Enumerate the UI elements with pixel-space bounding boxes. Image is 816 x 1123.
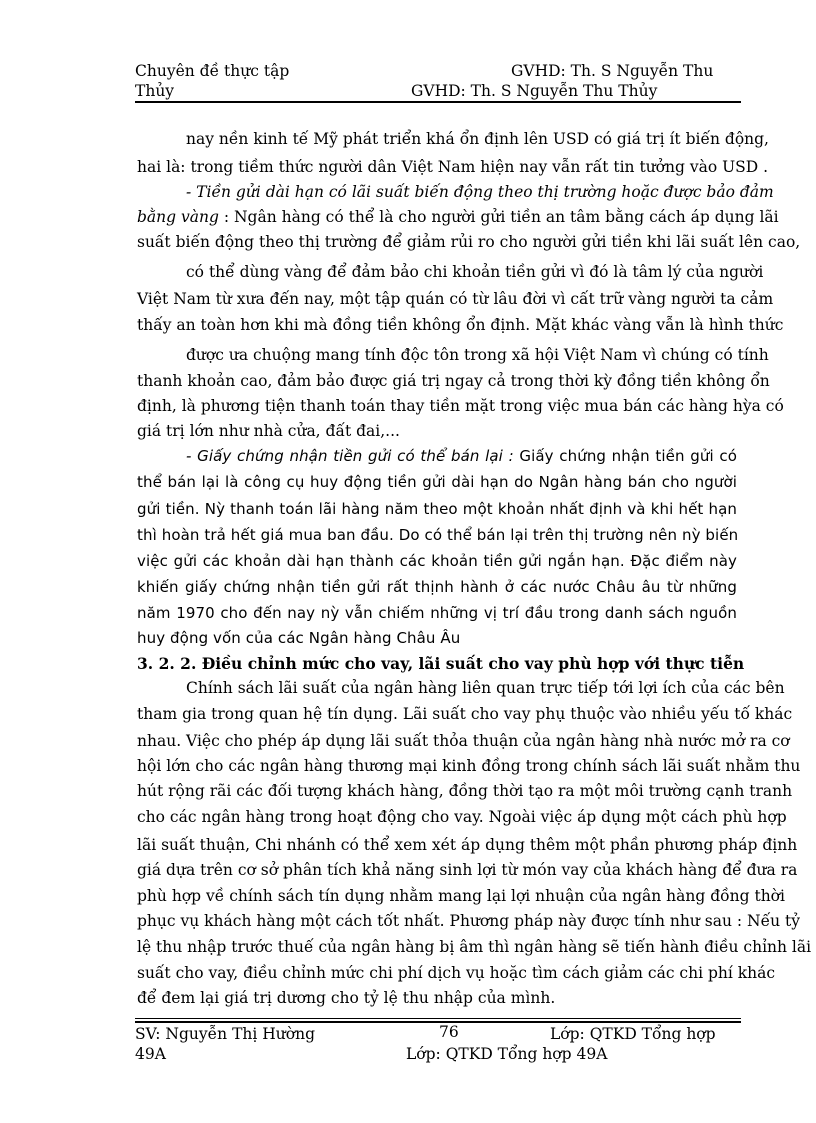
body-line: khiến giấy chứng nhận tiền gửi rất thịnh hành ở các nước Châu âu từ những (137, 578, 737, 596)
header-left-line1: Chuyên đề thực tập (135, 62, 290, 80)
body-line: có thể dùng vàng để đảm bảo chi khoản tiền gửi vì đó là tâm lý của người (186, 263, 764, 281)
header-rule (135, 101, 741, 103)
footer-class-cont: Lớp: QTKD Tổng hợp 49A (406, 1045, 608, 1063)
body-line: việc gửi các khoản dài hạn thành các khoản tiền gửi ngắn hạn. Đặc điểm này (137, 552, 737, 570)
body-line: hội lớn cho các ngân hàng thương mại kinh đồng trong chính sách lãi suất nhằm thu (137, 757, 801, 775)
body-line: để đem lại giá trị dương cho tỷ lệ thu nhập của mình. (137, 989, 556, 1007)
body-line: được ưa chuộng mang tính độc tôn trong xã hội Việt Nam vì chúng có tính (186, 346, 769, 364)
section-heading: 3. 2. 2. Điều chỉnh mức cho vay, lãi suất cho vay phù hợp với thực tiễn (137, 654, 745, 673)
body-line: suất biến động theo thị trường để giảm rủi ro cho người gửi tiền khi lãi suất lên cao, (137, 233, 801, 251)
body-line: thấy an toàn hơn khi mà đồng tiền không ổn định. Mặt khác vàng vẫn là hình thức (137, 316, 784, 334)
term-long-term-deposit: - Tiền gửi dài hạn có lãi suất biến động theo thị trường hoặc được bảo đảm (186, 183, 774, 201)
header-right-line2: GVHD: Th. S Nguyễn Thu Thủy (411, 82, 658, 100)
body-line: lãi suất thuận, Chi nhánh có thể xem xét áp dụng thêm một phần phương pháp định (137, 836, 798, 854)
footer-rule-top (135, 1018, 741, 1019)
footer-rule-bottom (135, 1021, 741, 1023)
body-line: năm 1970 cho đến nay nỳ vẫn chiếm những vị trí đầu trong danh sách nguồn (137, 604, 737, 622)
header-right-line1: GVHD: Th. S Nguyễn Thu (511, 62, 714, 80)
body-line: thanh khoản cao, đảm bảo được giá trị ngay cả trong thời kỳ đồng tiền không ổn (137, 372, 770, 390)
body-line: - Giấy chứng nhận tiền gửi có thể bán lại : Giấy chứng nhận tiền gửi có (186, 447, 737, 465)
footer-student-cont: 49A (135, 1045, 166, 1063)
body-line (186, 181, 774, 205)
body-line: tham gia trong quan hệ tín dụng. Lãi suất cho vay phụ thuộc vào nhiều yếu tố khác (137, 705, 793, 723)
body-line: cho các ngân hàng trong hoạt động cho vay. Ngoài việc áp dụng một cách phù hợp (137, 808, 787, 826)
term-certificate-of-deposit: - Giấy chứng nhận tiền gửi có thể bán lại : (186, 447, 514, 465)
body-line: nay nền kinh tế Mỹ phát triển khá ổn định lên USD có giá trị ít biến động, (186, 130, 769, 148)
body-line: gửi tiền. Nỳ thanh toán lãi hàng năm theo một khoản nhất định và khi hết hạn (137, 500, 737, 518)
body-line: nhau. Việc cho phép áp dụng lãi suất thỏa thuận của ngân hàng nhà nước mở ra cơ (137, 732, 790, 750)
header-left-line2: Thủy (135, 82, 175, 100)
footer-student: SV: Nguyễn Thị Hường (135, 1025, 316, 1043)
page-number: 76 (439, 1023, 459, 1041)
body-line: thì hoàn trả hết giá mua ban đầu. Do có thể bán lại trên thị trường nên nỳ biến (137, 526, 739, 544)
body-line: bằng vàng : Ngân hàng có thể là cho người gửi tiền an tâm bằng cách áp dụng lãi (137, 208, 779, 226)
body-line: phục vụ khách hàng một cách tốt nhất. Phương pháp này được tính như sau : Nếu tỷ (137, 912, 801, 930)
body-line: giá dựa trên cơ sở phân tích khả năng sinh lợi từ món vay của khách hàng để đưa ra (137, 861, 798, 879)
body-line: suất cho vay, điều chỉnh mức chi phí dịch vụ hoặc tìm cách giảm các chi phí khác (137, 964, 776, 982)
body-line: hút rộng rãi các đối tượng khách hàng, đồng thời tạo ra một môi trường cạnh tranh (137, 782, 793, 800)
body-line: Việt Nam từ xưa đến nay, một tập quán có từ lâu đời vì cất trữ vàng người ta cảm (137, 290, 774, 308)
body-line: thể bán lại là công cụ huy động tiền gửi dài hạn do Ngân hàng bán cho người (137, 473, 737, 491)
body-line: Chính sách lãi suất của ngân hàng liên quan trực tiếp tới lợi ích của các bên (186, 679, 785, 697)
footer-class: Lớp: QTKD Tổng hợp (550, 1025, 716, 1043)
body-line: giá trị lớn như nhà cửa, đất đai,... (137, 422, 400, 440)
term-gold-backed: bằng vàng (137, 208, 219, 226)
body-line: huy động vốn của các Ngân hàng Châu Âu (137, 629, 461, 647)
body-line: định, là phương tiện thanh toán thay tiền mặt trong việc mua bán các hàng hỳa có (137, 397, 784, 415)
body-line: lệ thu nhập trước thuế của ngân hàng bị âm thì ngân hàng sẽ tiến hành điều chỉnh lãi (137, 938, 812, 956)
body-line: phù hợp về chính sách tín dụng nhằm mang lại lợi nhuận của ngân hàng đồng thời (137, 887, 785, 905)
body-line: hai là: trong tiềm thức người dân Việt Nam hiện nay vẫn rất tin tưởng vào USD . (137, 158, 769, 176)
